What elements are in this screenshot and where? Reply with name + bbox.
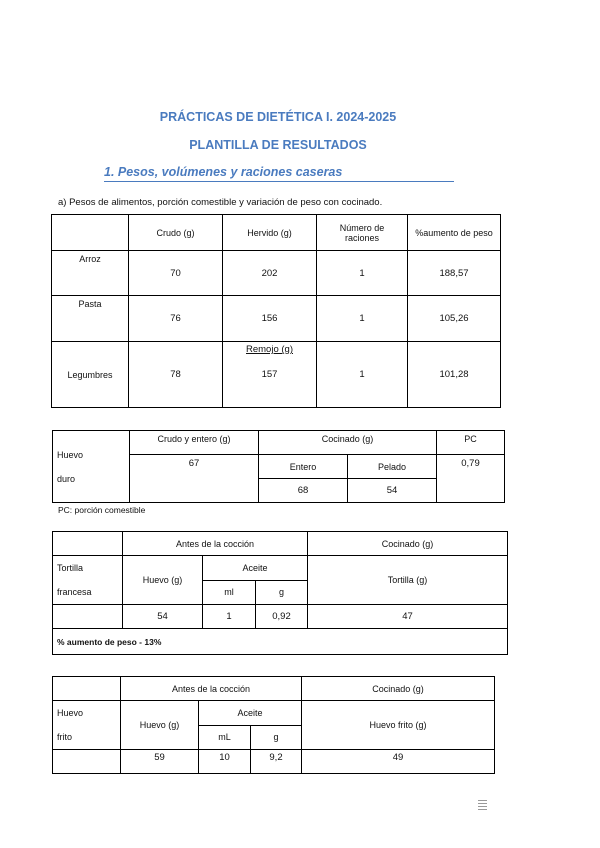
food-label: frito: [57, 732, 73, 742]
before-header: Antes de la cocción: [123, 532, 308, 556]
food-label-cell: [53, 701, 121, 750]
g-value: 0,92: [256, 605, 308, 629]
weight-increase-note: % aumento de peso - 13%: [53, 629, 508, 655]
table-row: [52, 342, 501, 408]
soak-note: Remojo (g): [246, 344, 293, 355]
g-value: 9,2: [251, 750, 302, 774]
food-name: Arroz: [52, 251, 129, 296]
pc-header: PC: [437, 431, 505, 455]
boiled-egg-table: [52, 430, 505, 503]
header-cell: [52, 215, 129, 251]
header-cell: %aumento de peso: [408, 215, 501, 251]
egg-label: Huevo (g): [123, 556, 203, 605]
table-row: [52, 251, 501, 296]
egg-label: Huevo (g): [121, 701, 199, 750]
pc-note: PC: porción comestible: [58, 505, 146, 515]
food-label: francesa: [57, 587, 92, 597]
cooked-cell: [223, 342, 317, 408]
raw-value: 78: [129, 342, 223, 408]
document-icon: [478, 800, 487, 813]
oil-label: Aceite: [199, 701, 302, 726]
rations-value: 1: [317, 251, 408, 296]
cooked-value: 202: [223, 251, 317, 296]
ml-label: ml: [203, 580, 256, 605]
whole-label: Entero: [259, 455, 348, 479]
section-heading: 1. Pesos, volúmenes y raciones caseras: [104, 165, 454, 182]
cooked-value: 157: [261, 369, 278, 380]
fried-egg-table: [52, 676, 495, 774]
intro-text: a) Pesos de alimentos, porción comestible y variación de peso con cocinado.: [58, 197, 383, 208]
g-label: g: [251, 725, 302, 750]
header-cell: Número de raciones: [317, 215, 408, 251]
cooked-header: Cocinado (g): [302, 677, 495, 701]
increase-value: 105,26: [408, 296, 501, 342]
header-cell: Hervido (g): [223, 215, 317, 251]
document-subtitle: PLANTILLA DE RESULTADOS: [189, 138, 367, 152]
raw-value: 67: [130, 455, 259, 503]
egg-value: 59: [121, 750, 199, 774]
food-name: Legumbres: [52, 342, 129, 408]
cooked-header: Cocinado (g): [308, 532, 508, 556]
cooking-weights-table: [51, 214, 501, 408]
increase-value: 188,57: [408, 251, 501, 296]
peeled-label: Pelado: [348, 455, 437, 479]
ml-value: 10: [199, 750, 251, 774]
food-label: Tortilla: [57, 563, 84, 573]
g-label: g: [256, 580, 308, 605]
food-label: Huevo: [57, 708, 84, 718]
cooked-value: 156: [223, 296, 317, 342]
ml-label: mL: [199, 725, 251, 750]
table-row: [52, 296, 501, 342]
cooked-value: 47: [308, 605, 508, 629]
cooked-header: Cocinado (g): [259, 431, 437, 455]
food-label-cell: [53, 431, 130, 503]
food-name: Pasta: [52, 296, 129, 342]
document-title: PRÁCTICAS DE DIETÉTICA I. 2024-2025: [159, 110, 397, 124]
cooked-value: 49: [302, 750, 495, 774]
pc-value: 0,79: [437, 455, 505, 503]
food-label: Huevo: [57, 449, 84, 460]
egg-value: 54: [123, 605, 203, 629]
before-header: Antes de la cocción: [121, 677, 302, 701]
cooked-label: Tortilla (g): [308, 556, 508, 605]
rations-value: 1: [317, 342, 408, 408]
peeled-value: 54: [348, 479, 437, 503]
cooked-label: Huevo frito (g): [302, 701, 495, 750]
header-cell: Crudo (g): [129, 215, 223, 251]
rations-value: 1: [317, 296, 408, 342]
food-label-cell: [53, 556, 123, 605]
food-label: duro: [57, 473, 76, 484]
whole-value: 68: [259, 479, 348, 503]
omelette-table: [52, 531, 508, 655]
increase-value: 101,28: [408, 342, 501, 408]
oil-label: Aceite: [203, 556, 308, 581]
raw-value: 70: [129, 251, 223, 296]
raw-value: 76: [129, 296, 223, 342]
ml-value: 1: [203, 605, 256, 629]
raw-header: Crudo y entero (g): [130, 431, 259, 455]
table-header-row: [52, 215, 501, 251]
